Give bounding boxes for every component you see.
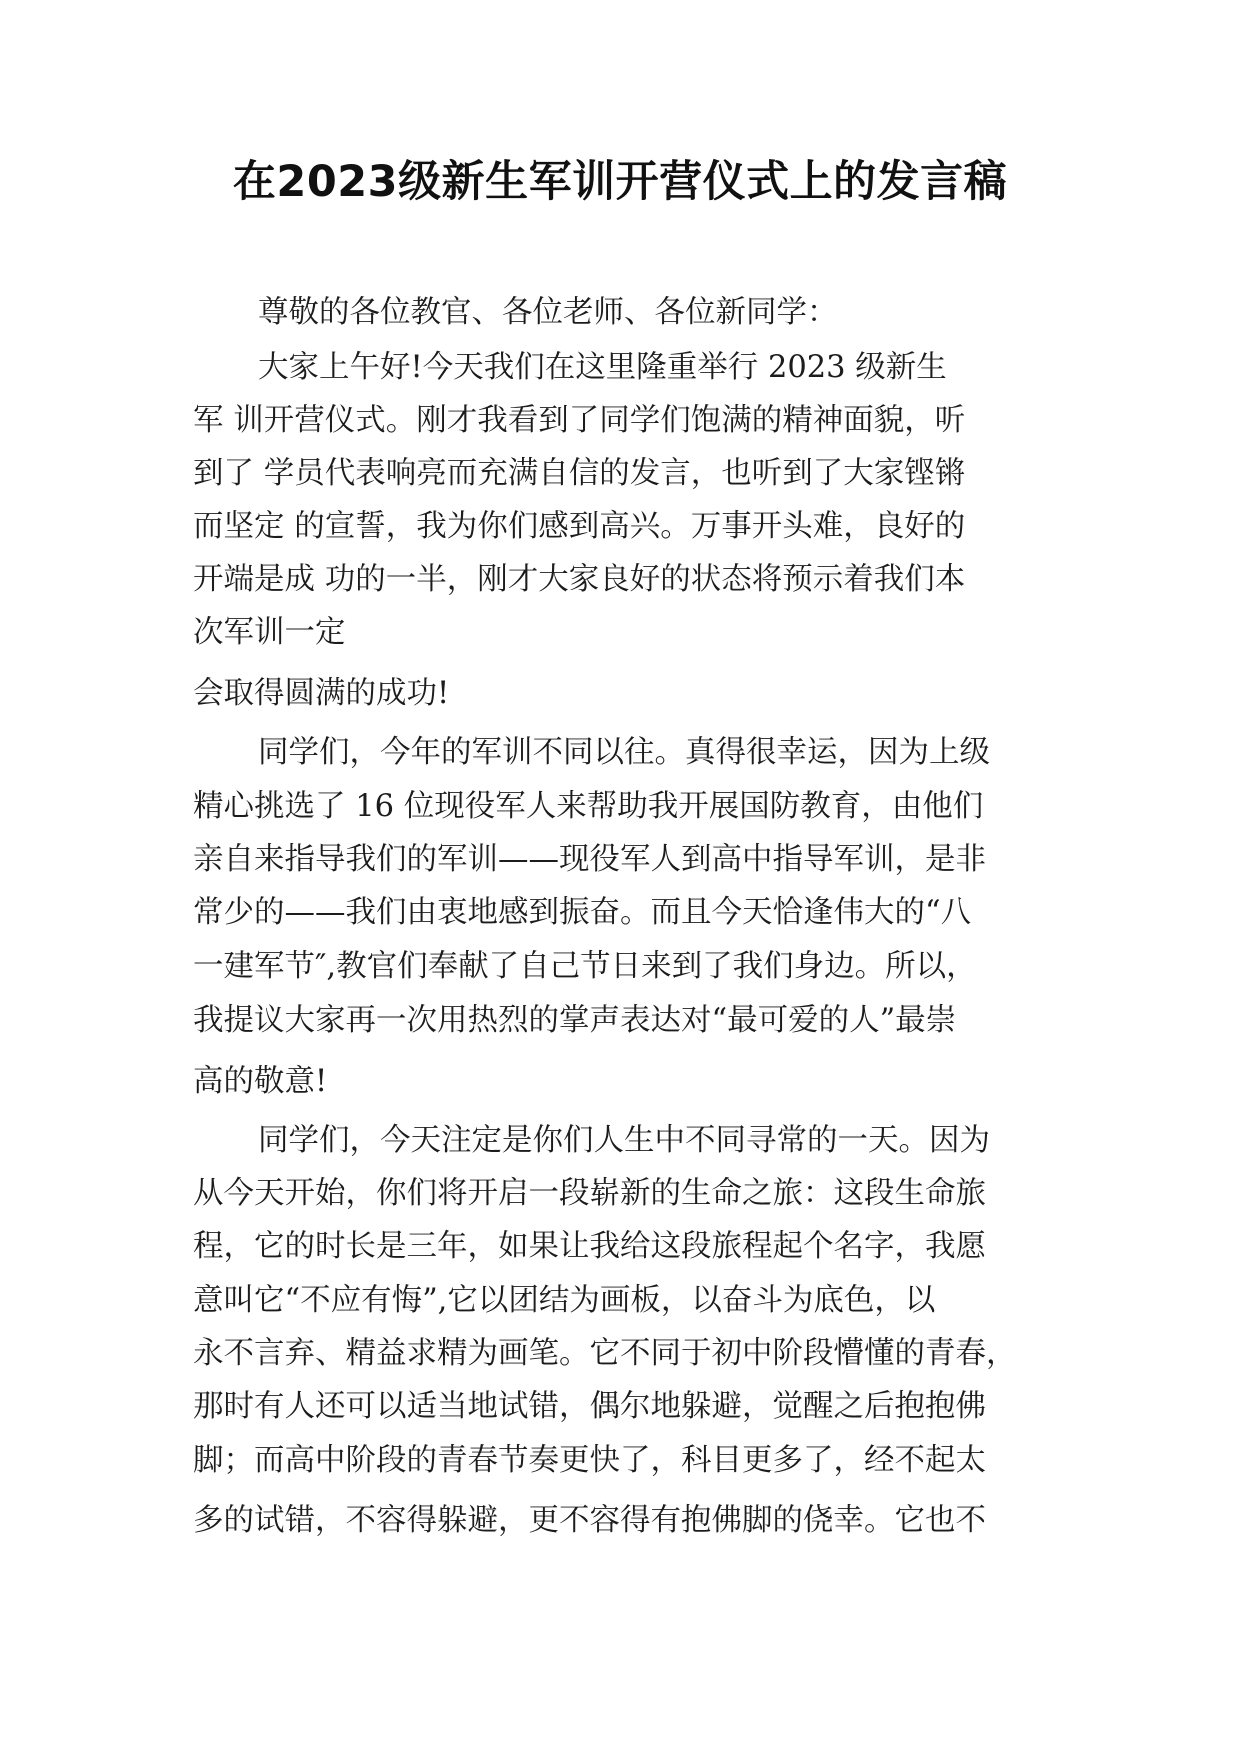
body-line: 程，它的时长是三年，如果让我给这段旅程起个名字，我愿 <box>193 1229 986 1264</box>
body-line: 同学们，今天注定是你们人生中不同寻常的一天。因为 <box>258 1123 990 1158</box>
body-line: 永不言弃、精益求精为画笔。它不同于初中阶段懵懂的青春， <box>193 1336 1017 1371</box>
body-line: 而坚定 的宣誓，我为你们感到高兴。万事开头难，良好的 <box>193 509 966 544</box>
body-line: 亲自来指导我们的军训——现役军人到高中指导军训，是非 <box>193 842 986 877</box>
body-line: 开端是成 功的一半，刚才大家良好的状态将预示着我们本 <box>193 562 966 597</box>
body-line: 精心挑选了 16 位现役军人来帮助我开展国防教育，由他们 <box>193 789 984 824</box>
body-line: 脚；而高中阶段的青春节奏更快了，科目更多了，经不起太 <box>193 1443 986 1478</box>
body-line: 多的试错，不容得躲避，更不容得有抱佛脚的侥幸。它也不 <box>193 1503 986 1538</box>
body-line: 同学们，今年的军训不同以往。真得很幸运，因为上级 <box>258 735 990 770</box>
body-line: 常少的——我们由衷地感到振奋。而且今天恰逢伟大的“八 <box>193 895 972 930</box>
body-line: 次军训一定 <box>193 615 346 650</box>
document-title: 在2023级新生军训开营仪式上的发言稿 <box>232 157 1008 207</box>
body-line: 意叫它“不应有悔”,它以团结为画板，以奋斗为底色，以 <box>193 1283 936 1318</box>
body-line: 会取得圆满的成功! <box>193 676 450 711</box>
body-line: 那时有人还可以适当地试错，偶尔地躲避，觉醒之后抱抱佛 <box>193 1389 986 1424</box>
body-line: 一建军节″,教官们奉献了自己节日来到了我们身边。所以， <box>193 949 977 984</box>
body-line: 到了 学员代表响亮而充满自信的发言，也听到了大家铿锵 <box>193 456 966 491</box>
body-line: 军 训开营仪式。刚才我看到了同学们饱满的精神面貌，听 <box>193 403 966 438</box>
body-line: 我提议大家再一次用热烈的掌声表达对“最可爱的人”最崇 <box>193 1003 957 1038</box>
salutation-line: 尊敬的各位教官、各位老师、各位新同学： <box>258 295 838 330</box>
body-line: 从今天开始，你们将开启一段崭新的生命之旅：这段生命旅 <box>193 1176 986 1211</box>
body-line: 大家上午好!今天我们在这里隆重举行 2023 级新生 <box>258 350 947 385</box>
body-line: 高的敬意! <box>193 1064 328 1099</box>
